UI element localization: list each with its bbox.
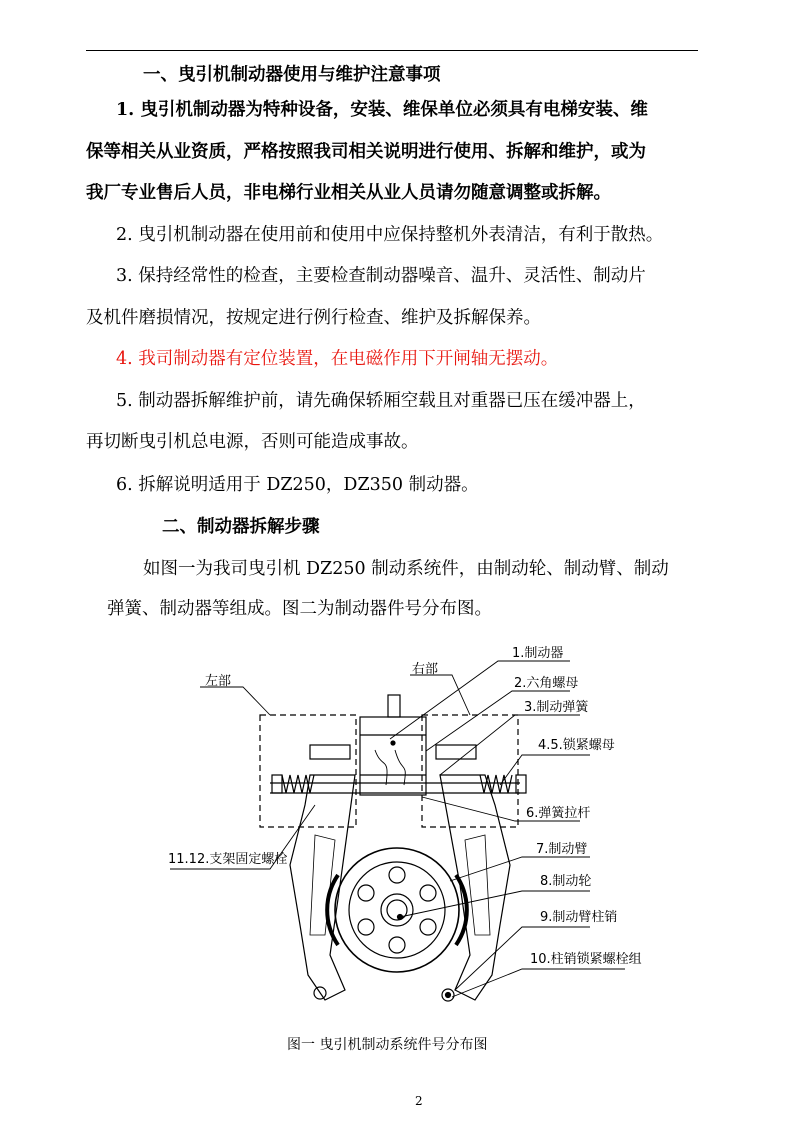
item3-line2: 及机件磨损情况，按规定进行例行检查、维护及拆解保养。	[86, 308, 541, 328]
left-brake-arm	[290, 775, 355, 1000]
header-rule	[86, 50, 698, 51]
item2: 2. 曳引机制动器在使用前和使用中应保持整机外表清洁，有利于散热。	[116, 225, 664, 245]
right-brake-shoe	[456, 875, 467, 945]
brake-shaft-top	[388, 695, 400, 717]
figure-caption: 图一 曳引机制动系统件号分布图	[287, 1037, 488, 1053]
label-p45: 4.5.锁紧螺母	[538, 738, 615, 753]
label-p3: 3.制动弹簧	[524, 700, 589, 715]
label-p8: 8.制动轮	[540, 874, 592, 889]
item4-warning: 4. 我司制动器有定位装置，在电磁作用下开闸轴无摆动。	[116, 349, 559, 369]
label-p1112: 11.12.支架固定螺栓	[168, 852, 288, 867]
section2-intro-line2: 弹簧、制动器等组成。图二为制动器件号分布图。	[107, 599, 492, 619]
label-left: 左部	[205, 674, 232, 689]
item1-line2: 保等相关从业资质，严格按照我司相关说明进行使用、拆解和维护，或为	[86, 142, 646, 162]
right-region-box	[422, 715, 518, 827]
label-p1: 1.制动器	[512, 646, 564, 661]
label-p7: 7.制动臂	[536, 842, 588, 857]
item1-line1: 1. 曳引机制动器为特种设备，安装、维保单位必须具有电梯安装、维	[116, 100, 648, 120]
right-brake-arm	[440, 775, 510, 1000]
label-p9: 9.制动臂柱销	[540, 910, 618, 925]
label-p6: 6.弹簧拉杆	[526, 806, 591, 821]
label-right: 右部	[412, 662, 439, 677]
item6: 6. 拆解说明适用于 DZ250，DZ350 制动器。	[116, 475, 479, 495]
right-spring	[480, 775, 512, 793]
item5-line1: 5. 制动器拆解维护前，请先确保轿厢空载且对重器已压在缓冲器上，	[116, 391, 646, 411]
left-region-box	[260, 715, 356, 827]
item1-line3: 我厂专业售后人员，非电梯行业相关从业人员请勿随意调整或拆解。	[86, 183, 611, 203]
section1-title: 一、曳引机制动器使用与维护注意事项	[143, 65, 441, 85]
label-p2: 2.六角螺母	[514, 676, 579, 691]
item3-line1: 3. 保持经常性的检查，主要检查制动器噪音、温升、灵活性、制动片	[116, 266, 646, 286]
label-p10: 10.柱销锁紧螺栓组	[530, 952, 642, 967]
page-number: 2	[415, 1094, 423, 1108]
item5-line2: 再切断曳引机总电源，否则可能造成事故。	[86, 432, 419, 452]
section2-intro-line1: 如图一为我司曳引机 DZ250 制动系统件，由制动轮、制动臂、制动	[143, 559, 669, 579]
brake-system-diagram	[150, 635, 670, 1015]
section2-title: 二、制动器拆解步骤	[162, 517, 320, 537]
